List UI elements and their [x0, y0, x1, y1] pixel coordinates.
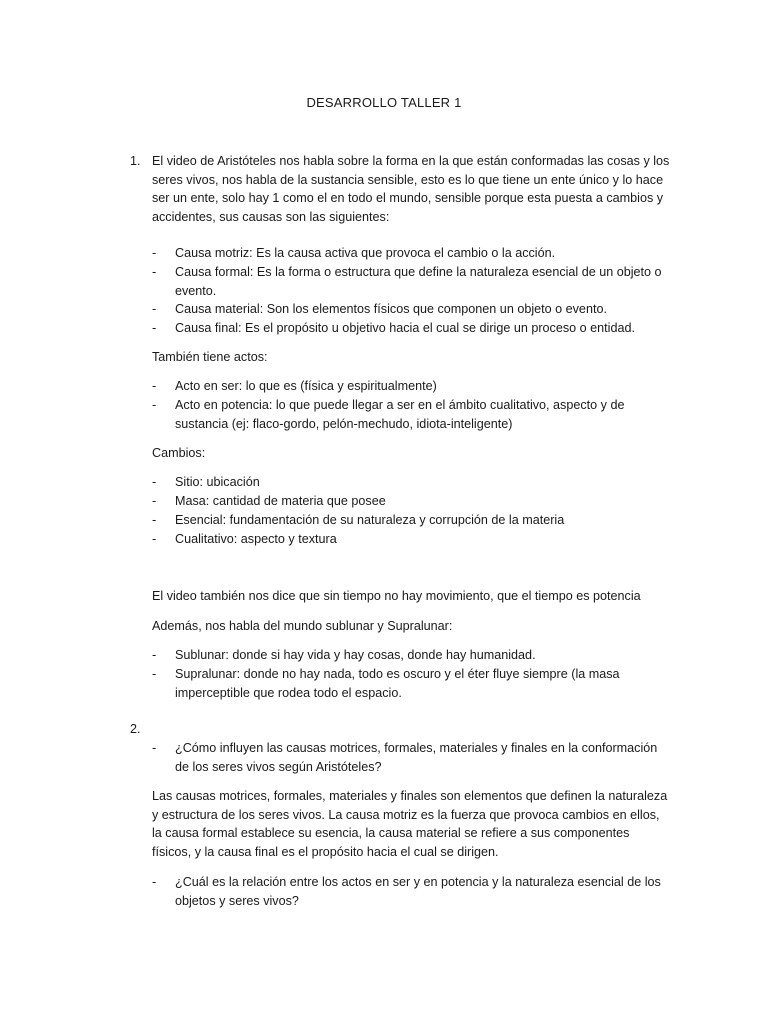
bullet-marker: -: [152, 875, 157, 889]
bullet-text: Cualitativo: aspecto y textura: [175, 532, 337, 546]
bullet-question-2: [152, 873, 672, 910]
bullet-question-1: [152, 739, 672, 776]
actos-heading: También tiene actos:: [152, 350, 268, 364]
bullet-acto-en-potencia: [152, 396, 672, 433]
bullet-text: Esencial: fundamentación de su naturaleza y corrupción de la materia: [175, 513, 565, 527]
bullet-acto-en-ser: [152, 377, 672, 396]
bullet-text: Sublunar: donde si hay vida y hay cosas, donde hay humanidad.: [175, 648, 536, 662]
bullet-sitio: [152, 473, 672, 492]
bullet-marker: -: [152, 475, 157, 489]
bullet-marker: -: [152, 398, 157, 412]
mundo-heading: Además, nos habla del mundo sublunar y Supralunar:: [152, 619, 453, 633]
bullet-text: Masa: cantidad de materia que posee: [175, 494, 386, 508]
item-number-1: 1.: [130, 154, 141, 168]
bullet-sublunar: [152, 646, 672, 665]
bullet-text: Acto en potencia: lo que puede llegar a ser en el ámbito cualitativo, aspecto y de sustancia (ej: flaco-gordo, pelón-mechudo, idiota-inteligente): [175, 398, 625, 431]
bullet-causa-material: [152, 300, 672, 319]
bullet-marker: -: [152, 494, 157, 508]
bullet-marker: -: [152, 321, 157, 335]
bullet-marker: -: [152, 667, 157, 681]
cambios-heading: Cambios:: [152, 446, 206, 460]
bullet-marker: -: [152, 741, 157, 755]
bullet-text: Supralunar: donde no hay nada, todo es oscuro y el éter fluye siempre (la masa imperceptible que rodea todo el espacio.: [175, 667, 620, 700]
document-title: DESARROLLO TALLER 1: [306, 95, 462, 110]
bullet-supralunar: [152, 665, 672, 702]
bullet-causa-motriz: [152, 244, 672, 263]
bullet-marker: -: [152, 648, 157, 662]
bullet-text: Causa formal: Es la forma o estructura que define la naturaleza esencial de un objeto o evento.: [175, 265, 662, 298]
bullet-masa: [152, 492, 672, 511]
bullet-text: ¿Cuál es la relación entre los actos en ser y en potencia y la naturaleza esencial de los objetos y seres vivos?: [175, 875, 661, 908]
bullet-text: Acto en ser: lo que es (física y espiritualmente): [175, 379, 437, 393]
bullet-esencial: [152, 511, 672, 530]
bullet-cualitativo: [152, 530, 672, 549]
bullet-marker: -: [152, 532, 157, 546]
bullet-text: Causa material: Son los elementos físicos que componen un objeto o evento.: [175, 302, 607, 316]
bullet-text: Sitio: ubicación: [175, 475, 260, 489]
bullet-text: Causa motriz: Es la causa activa que provoca el cambio o la acción.: [175, 246, 556, 260]
bullet-marker: -: [152, 246, 157, 260]
bullet-text: ¿Cómo influyen las causas motrices, formales, materiales y finales en la conformación de los seres vivos según Aristóteles?: [175, 741, 658, 774]
q1-intro-paragraph: El video de Aristóteles nos habla sobre la forma en la que están conformadas las cosas y los seres vivos, nos habla de la sustancia sensible, esto es lo que tiene un ente único y lo hace ser un ente, solo hay 1 como el en todo el mundo, sensible porque esta puesta a cambios y accidentes, sus causas son las siguientes:: [152, 154, 670, 224]
bullet-marker: -: [152, 265, 157, 279]
tiempo-paragraph: El video también nos dice que sin tiempo no hay movimiento, que el tiempo es potencia: [152, 589, 641, 603]
bullet-marker: -: [152, 302, 157, 316]
bullet-marker: -: [152, 379, 157, 393]
bullet-marker: -: [152, 513, 157, 527]
item-number-2: 2.: [130, 722, 141, 736]
bullet-causa-final: [152, 319, 672, 338]
bullet-text: Causa final: Es el propósito u objetivo hacia el cual se dirige un proceso o entidad.: [175, 321, 635, 335]
answer-1-paragraph: Las causas motrices, formales, materiales y finales son elementos que definen la naturaleza y estructura de los seres vivos. La causa motriz es la fuerza que provoca cambios en ellos, la causa formal establece su esencia, la causa material se refiere a sus componentes físicos, y la causa final es el propósito hacia el cual se dirigen.: [152, 789, 668, 859]
bullet-causa-formal: [152, 263, 672, 300]
